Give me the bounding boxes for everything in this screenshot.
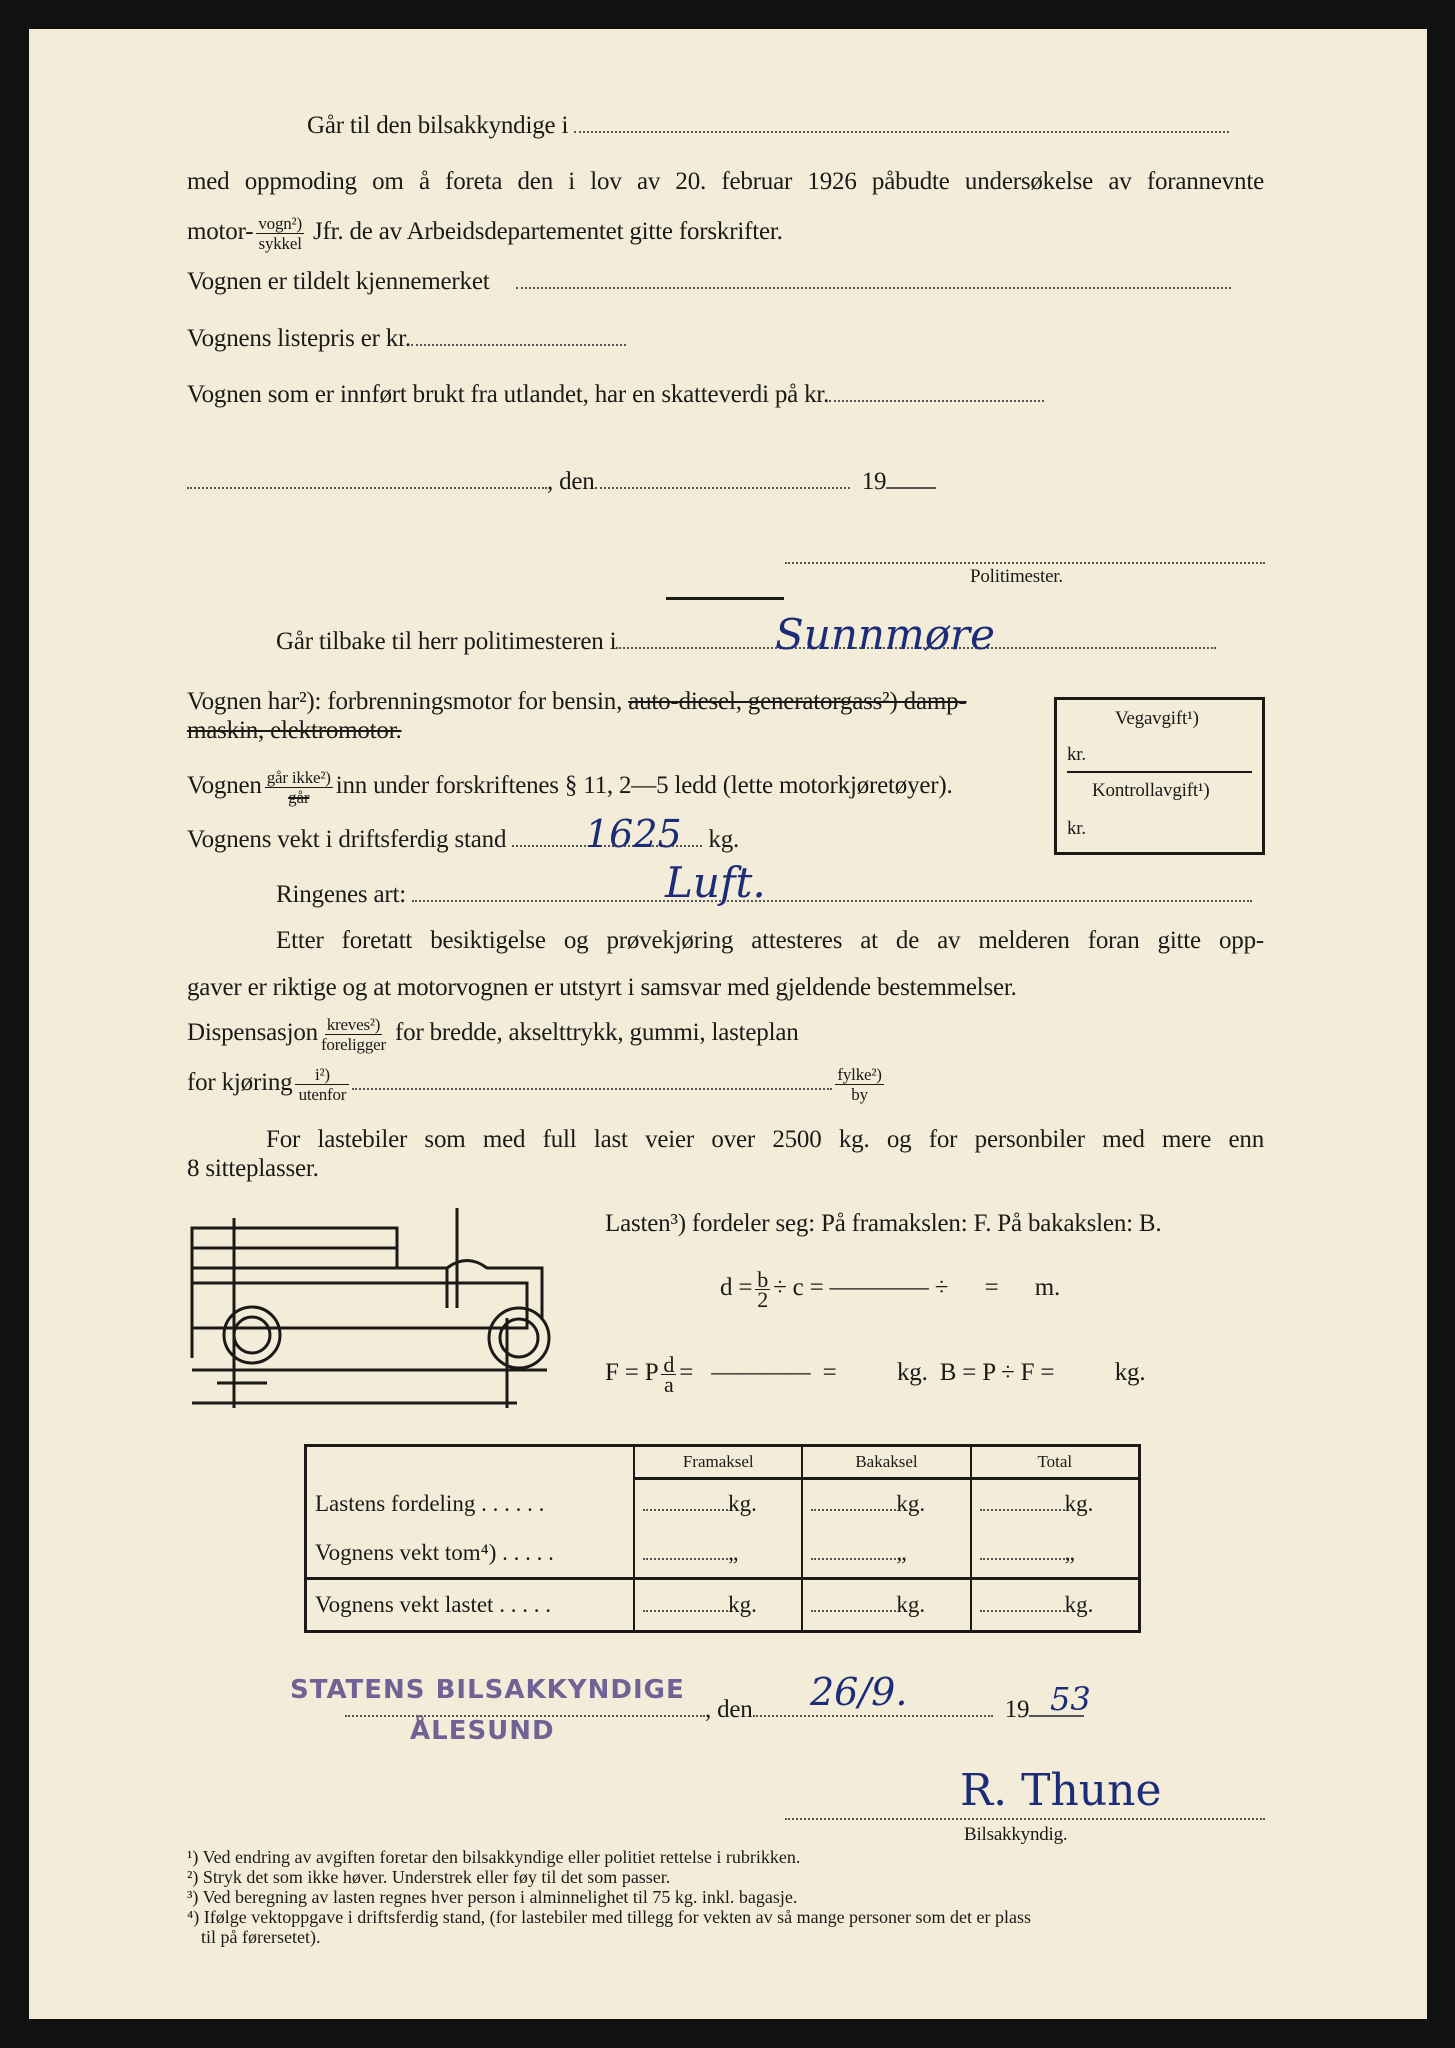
cell[interactable] (971, 1529, 1140, 1579)
listprice-field[interactable] (411, 344, 626, 346)
frac-top: går ikke²) (266, 768, 331, 787)
label: Vognen har²): forbrenningsmotor for bensin, (187, 688, 623, 715)
frac-bottom: går (288, 788, 310, 807)
formula-f (605, 1352, 1146, 1397)
label: F = P (605, 1359, 659, 1387)
frac-bottom: foreligger (320, 1035, 386, 1054)
label: Vognen (187, 772, 262, 800)
frac-top: fylke²) (837, 1065, 882, 1084)
fraction (321, 1015, 386, 1054)
row-label: Lastens fordeling . . . . . . (315, 1490, 545, 1516)
blank-header (306, 1446, 635, 1479)
trucks-text-2: 8 sitteplasser. (187, 1155, 319, 1182)
kontrollavgift-label: Kontrollavgift¹) (1092, 780, 1210, 801)
label: = ———— = kg. B = P ÷ F = kg. (679, 1359, 1146, 1387)
frac-bottom: a (664, 1372, 674, 1397)
unit: „ (1064, 1539, 1075, 1565)
footnote: ²) Stryk det som ikke høver. Understrek eller føy til det som passer. (187, 1867, 671, 1887)
struck-text: auto-diesel, generatorgass²) damp- (628, 688, 967, 715)
footnote: til på førersetet). (201, 1927, 321, 1947)
label: Ringenes art: (276, 881, 407, 908)
cell[interactable] (634, 1579, 802, 1632)
label: 19 (1004, 1696, 1030, 1723)
truck-diagram (187, 1208, 557, 1418)
unit: kg. (728, 1491, 757, 1517)
label: motor- (187, 218, 254, 246)
request-text: med oppmoding om å foreta den i lov av 20. februar 1926 påbudte undersøkelse av forannevnte (187, 168, 1264, 195)
return-handwritten: Sunnmøre (775, 610, 995, 659)
fraction (295, 1065, 349, 1104)
label: for bredde, akselttrykk, gummi, lasteplan (395, 1019, 799, 1047)
stamp-line-2: ÅLESUND (410, 1716, 555, 1746)
date-field[interactable] (753, 1715, 993, 1717)
label: Går tilbake til herr politimesteren i (276, 628, 617, 655)
fraction (256, 214, 304, 253)
return-line (276, 628, 1216, 656)
column-header: Framaksel (634, 1446, 802, 1479)
frac-bottom: utenfor (298, 1085, 347, 1104)
signature-line[interactable] (785, 1818, 1265, 1820)
label: 19 (861, 468, 887, 495)
frac-top: i²) (295, 1065, 349, 1085)
footnote: ⁴) Ifølge vektoppgave i driftsferdig stand, (for lastebiler med tillegg for vekten av så mange personer som det er plass (187, 1907, 1032, 1927)
column-header: Total (971, 1446, 1140, 1479)
plate-line (187, 268, 1231, 296)
frac-top: b (757, 1267, 769, 1292)
cell[interactable] (971, 1579, 1140, 1632)
cell[interactable] (802, 1529, 970, 1579)
load-distribution-table (304, 1444, 1141, 1633)
driving-line (187, 1065, 887, 1104)
date-field[interactable] (595, 487, 850, 489)
table-row (306, 1579, 1140, 1632)
taxvalue-line (187, 381, 1044, 409)
motor-line (187, 214, 783, 253)
listprice-line (187, 325, 626, 353)
label: Vognen er tildelt kjennemerket (187, 268, 490, 295)
fraction (755, 1267, 770, 1312)
unit: kg. (896, 1491, 926, 1517)
unit: kg. (896, 1592, 926, 1618)
attest-text-2: gaver er riktige og at motorvognen er utstyrt i samsvar med gjeldende bestemmelser. (187, 974, 1017, 1001)
goes-line (187, 768, 953, 807)
place-date-line (187, 468, 936, 496)
tyres-field[interactable] (412, 900, 1252, 902)
fraction (835, 1065, 883, 1104)
unit: kg. (1064, 1491, 1094, 1517)
table-row (306, 1529, 1140, 1579)
unit: kg. (728, 1592, 757, 1618)
frac-bottom: sykkel (258, 234, 302, 253)
frac-top: vogn²) (258, 214, 302, 233)
load-heading: Lasten³) fordeler seg: På framakslen: F. På bakakslen: B. (605, 1210, 1162, 1237)
frac-top: kreves²) (326, 1015, 381, 1034)
year-field[interactable] (886, 487, 936, 489)
inspection-date-line (345, 1696, 1084, 1724)
label: for kjøring (187, 1069, 293, 1097)
dispensation-line (187, 1015, 799, 1054)
vegavgift-label: Vegavgift¹) (1115, 708, 1199, 729)
stamp-line-1: STATENS BILSAKKYNDIGE (290, 1675, 685, 1705)
divider (666, 597, 784, 600)
cell[interactable] (634, 1529, 802, 1579)
label: , den (547, 468, 595, 495)
plate-field[interactable] (516, 287, 1231, 289)
cell[interactable] (634, 1479, 802, 1529)
label: Går til den bilsakkyndige i (307, 112, 569, 139)
label: , den (705, 1696, 753, 1723)
taxvalue-field[interactable] (829, 400, 1044, 402)
label: Vognens vekt i driftsferdig stand (187, 826, 507, 853)
struck-text: maskin, elektromotor. (187, 717, 402, 744)
area-field[interactable] (352, 1088, 832, 1090)
signature: R. Thune (960, 1765, 1162, 1816)
trucks-text-1: For lastebiler som med full last veier over 2500 kg. og for personbiler med mere enn (266, 1126, 1264, 1153)
column-header: Bakaksel (802, 1446, 970, 1479)
place-field[interactable] (187, 487, 547, 489)
row-label: Vognens vekt tom⁴) . . . . . (315, 1539, 554, 1565)
engine-line-2 (187, 717, 402, 745)
kr-label: kr. (1067, 818, 1086, 839)
cell[interactable] (971, 1479, 1140, 1529)
tyres-handwritten: Luft. (665, 858, 766, 907)
unit: „ (896, 1539, 907, 1565)
cell[interactable] (802, 1579, 970, 1632)
weight-handwritten: 1625 (585, 812, 682, 856)
label: Dispensasjon (187, 1019, 318, 1047)
label: Jfr. de av Arbeidsdepartementet gitte forskrifter. (312, 218, 783, 246)
kr-label: kr. (1067, 744, 1086, 765)
role-label: Bilsakkyndig. (964, 1824, 1068, 1845)
bilsakkyndig-line (307, 112, 1229, 140)
cell[interactable] (802, 1479, 970, 1529)
frac-bottom: 2 (757, 1287, 769, 1312)
label: inn under forskriftenes § 11, 2—5 ledd (lette motorkjøretøyer). (335, 772, 953, 800)
label: ÷ c = ———— ÷ = m. (773, 1274, 1061, 1302)
bilsakkyndig-field[interactable] (574, 131, 1229, 133)
label: Vognens listepris er kr. (187, 325, 411, 352)
footnote: ¹) Ved endring av avgiften foretar den bilsakkyndige eller politiet rettelse i rubrikken. (187, 1847, 801, 1867)
engine-line (187, 688, 967, 716)
unit: kg. (1064, 1592, 1094, 1618)
attest-text-1: Etter foretatt besiktigelse og prøvekjøring attesteres at de av melderen foran gitte opp- (276, 927, 1264, 954)
table-row (306, 1479, 1140, 1529)
footnote: ³) Ved beregning av lasten regnes hver person i alminnelighet til 75 kg. inkl. bagasje. (187, 1887, 798, 1907)
formula-d (720, 1267, 1061, 1312)
fraction (661, 1352, 676, 1397)
year-handwritten: 53 (1050, 1680, 1091, 1718)
divider (1067, 771, 1252, 773)
fee-box (1054, 697, 1265, 855)
frac-bottom: by (851, 1085, 868, 1104)
unit: „ (728, 1539, 739, 1565)
row-label: Vognens vekt lastet . . . . . (315, 1592, 551, 1618)
label: d = (720, 1274, 753, 1302)
politimester-signature-line[interactable] (785, 562, 1265, 564)
frac-top: d (663, 1352, 675, 1377)
date-handwritten: 26/9. (810, 1670, 908, 1714)
politimester-label: Politimester. (970, 566, 1063, 587)
label: kg. (708, 826, 740, 853)
place-field[interactable] (345, 1715, 705, 1717)
label: Vognen som er innført brukt fra utlandet, har en skatteverdi på kr. (187, 381, 830, 408)
fraction (265, 768, 333, 807)
